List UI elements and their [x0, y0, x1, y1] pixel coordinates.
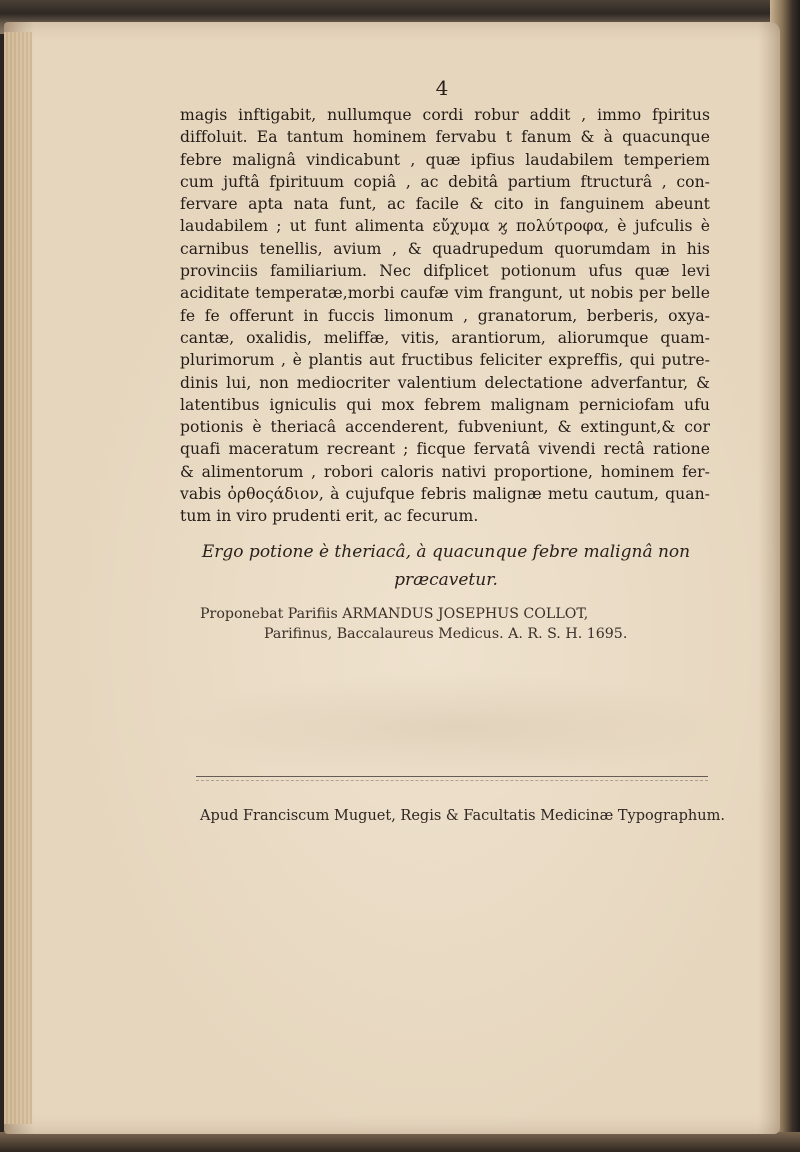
- text-line: fervare apta nata funt, ac facile & cito in fanguinem abeunt: [180, 195, 710, 214]
- text-line: plurimorum , è plantis aut fructibus feliciter expreffis, qui putre-: [180, 351, 710, 370]
- text-line: diffoluit. Ea tantum hominem fervabu t fanum & à quacunque: [180, 128, 710, 147]
- text-line: & alimentorum , robori caloris nativi proportione, hominem fer-: [180, 462, 710, 481]
- text-line: dinis lui, non mediocriter valentium delectatione adverfantur, &: [180, 373, 710, 392]
- text-line: aciditate temperatæ,morbi caufæ vim frangunt, ut nobis per belle: [180, 284, 710, 303]
- text-line: quafi maceratum recreant ; ficque fervatâ vivendi rectâ ratione: [180, 440, 710, 459]
- printer-imprint: Apud Franciscum Muguet, Regis & Facultatis Medicinæ Typographum.: [200, 808, 725, 824]
- horizontal-rule-secondary: [196, 780, 708, 781]
- proposer-credit: [200, 604, 700, 644]
- text-line: latentibus igniculis qui mox febrem malignam perniciofam ufu: [180, 395, 710, 414]
- proposer-line-1: Proponebat Parifiis ARMANDUS JOSEPHUS COLLOT,: [200, 606, 589, 622]
- page-gutter: [4, 32, 32, 1124]
- proposer-line-2: Parifinus, Baccalaureus Medicus. A. R. S. H. 1695.: [264, 626, 628, 642]
- text-line: potionis è theriacâ accenderent, fubveniunt, & extingunt,& cor: [180, 418, 710, 437]
- thesis-conclusion: [196, 538, 696, 594]
- body-paragraph: [180, 104, 710, 528]
- text-line: febre malignâ vindicabunt , quæ ipfius laudabilem temperiem: [180, 150, 710, 169]
- horizontal-rule: [196, 776, 708, 777]
- show-through-shadow: [174, 672, 734, 782]
- text-line: cum juftâ fpirituum copiâ , ac debitâ partium ftructurâ , con-: [180, 172, 710, 191]
- conclusion-line-2: præcavetur.: [394, 570, 498, 590]
- text-line: cantæ, oxalidis, meliffæ, vitis, arantiorum, aliorumque quam-: [180, 328, 710, 347]
- text-line: carnibus tenellis, avium , & quadrupedum quorumdam in his: [180, 239, 710, 258]
- page-number: 4: [435, 76, 449, 100]
- text-line: vabis ὀρθοςάδιον, à cujufque febris malignæ metu cautum, quan-: [180, 485, 710, 504]
- text-line: laudabilem ; ut funt alimenta εὔχυμα ϗ πολύτροφα, è jufculis è: [180, 217, 710, 236]
- conclusion-line-1: Ergo potione è theriacâ, à quacunque febre malignâ non: [201, 542, 691, 562]
- text-line: provinciis familiarium. Nec difplicet potionum ufus quæ levi: [180, 262, 710, 281]
- text-line: magis inftigabit, nullumque cordi robur addit , immo fpiritus: [180, 106, 710, 124]
- text-line: fe fe offerunt in fuccis limonum , granatorum, berberis, oxya-: [180, 306, 710, 325]
- book-bottom-edge: [0, 1132, 800, 1152]
- text-line: tum in viro prudenti erit, ac fecurum.: [180, 507, 479, 526]
